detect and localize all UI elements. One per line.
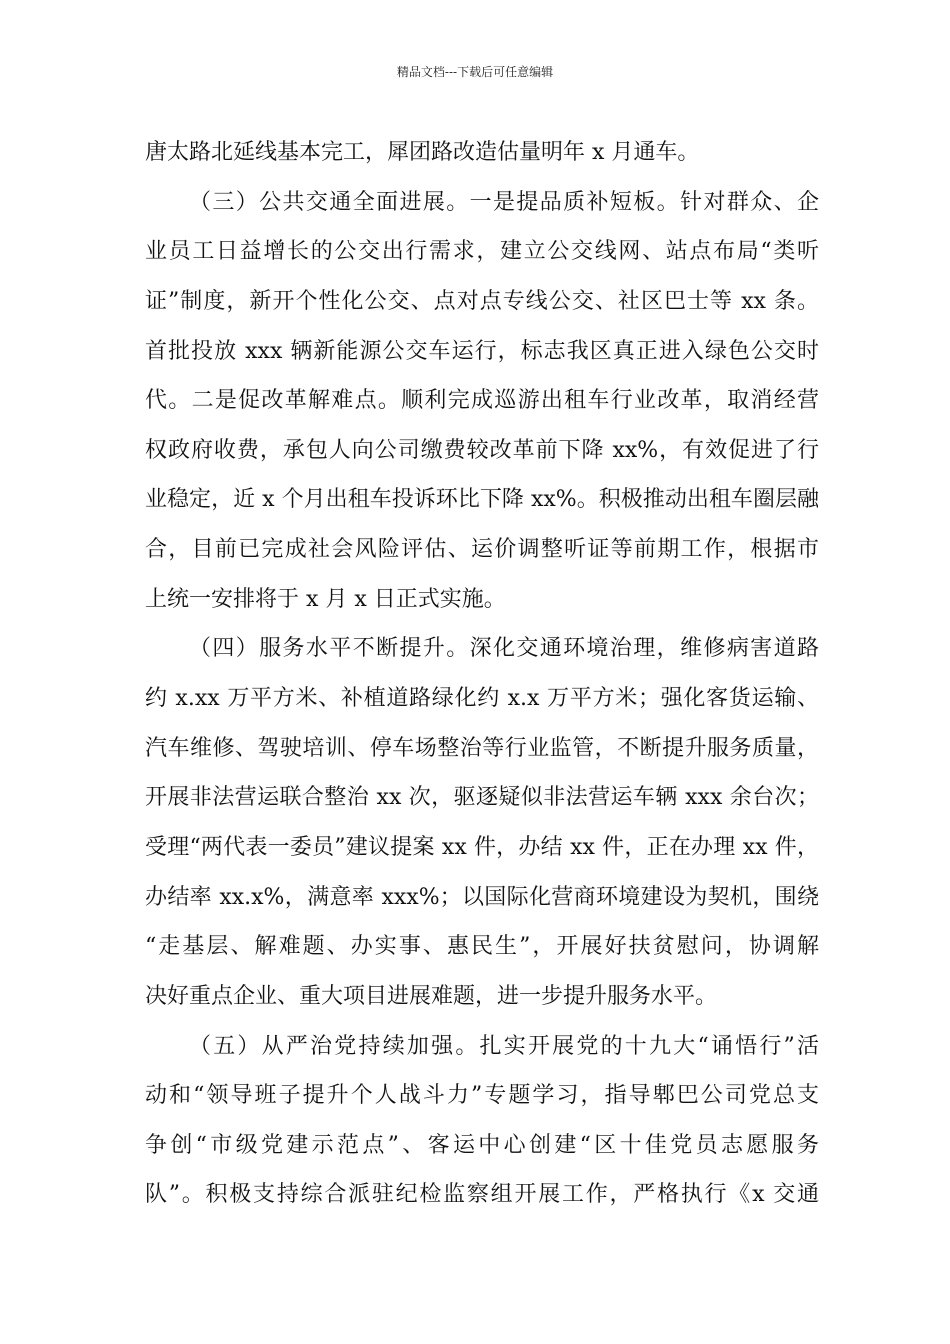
text-line: 业稳定，近 x 个月出租车投诉环比下降 xx%。积极推动出租车圈层融 xyxy=(145,487,819,513)
text-line: 权政府收费，承包人向公司缴费较改革前下降 xx%，有效促进了行 xyxy=(145,437,819,463)
text-line: 代。二是促改革解难点。顺利完成巡游出租车行业改革，取消经营 xyxy=(145,388,819,414)
text-line: 开展非法营运联合整治 xx 次，驱逐疑似非法营运车辆 xxx 余台次； xyxy=(145,785,819,811)
document-body xyxy=(145,128,819,1220)
text-line: 唐太路北延线基本完工，犀团路改造估量明年 x 月通车。 xyxy=(145,140,700,165)
text-line: 首批投放 xxx 辆新能源公交车运行，标志我区真正进入绿色公交时 xyxy=(145,338,819,364)
text-line: 办结率 xx.x%，满意率 xxx%；以国际化营商环境建设为契机，围绕 xyxy=(145,884,819,910)
text-line: 汽车维修、驾驶培训、停车场整治等行业监管，不断提升服务质量， xyxy=(145,735,819,761)
text-line: 证”制度，新开个性化公交、点对点专线公交、社区巴士等 xx 条。 xyxy=(145,288,819,314)
text-line: （五）从严治党持续加强。扎实开展党的十九大“诵悟行”活 xyxy=(189,1033,819,1059)
text-line: 业员工日益增长的公交出行需求，建立公交线网、站点布局“类听 xyxy=(145,239,819,265)
text-line: “走基层、解难题、办实事、惠民生”，开展好扶贫慰问，协调解 xyxy=(145,934,819,960)
text-line: 争创“市级党建示范点”、客运中心创建“区十佳党员志愿服务 xyxy=(145,1132,819,1158)
text-line: 受理“两代表一委员”建议提案 xx 件，办结 xx 件，正在办理 xx 件， xyxy=(145,834,819,860)
text-line: 动和“领导班子提升个人战斗力”专题学习，指导郫巴公司党总支 xyxy=(145,1083,819,1109)
text-line: 合，目前已完成社会风险评估、运价调整听证等前期工作，根据市 xyxy=(145,537,819,563)
text-line: 决好重点企业、重大项目进展难题，进一步提升服务水平。 xyxy=(145,983,718,1009)
text-line: （四）服务水平不断提升。深化交通环境治理，维修病害道路 xyxy=(189,636,819,662)
text-line: （三）公共交通全面进展。一是提品质补短板。针对群众、企 xyxy=(189,189,819,215)
text-line: 队”。积极支持综合派驻纪检监察组开展工作，严格执行《x 交通 xyxy=(145,1182,819,1208)
page-header: 精品文档---下载后可任意编辑 xyxy=(396,65,554,79)
text-line: 约 x.xx 万平方米、补植道路绿化约 x.x 万平方米；强化客货运输、 xyxy=(145,686,819,712)
text-line: 上统一安排将于 x 月 x 日正式实施。 xyxy=(145,586,506,612)
